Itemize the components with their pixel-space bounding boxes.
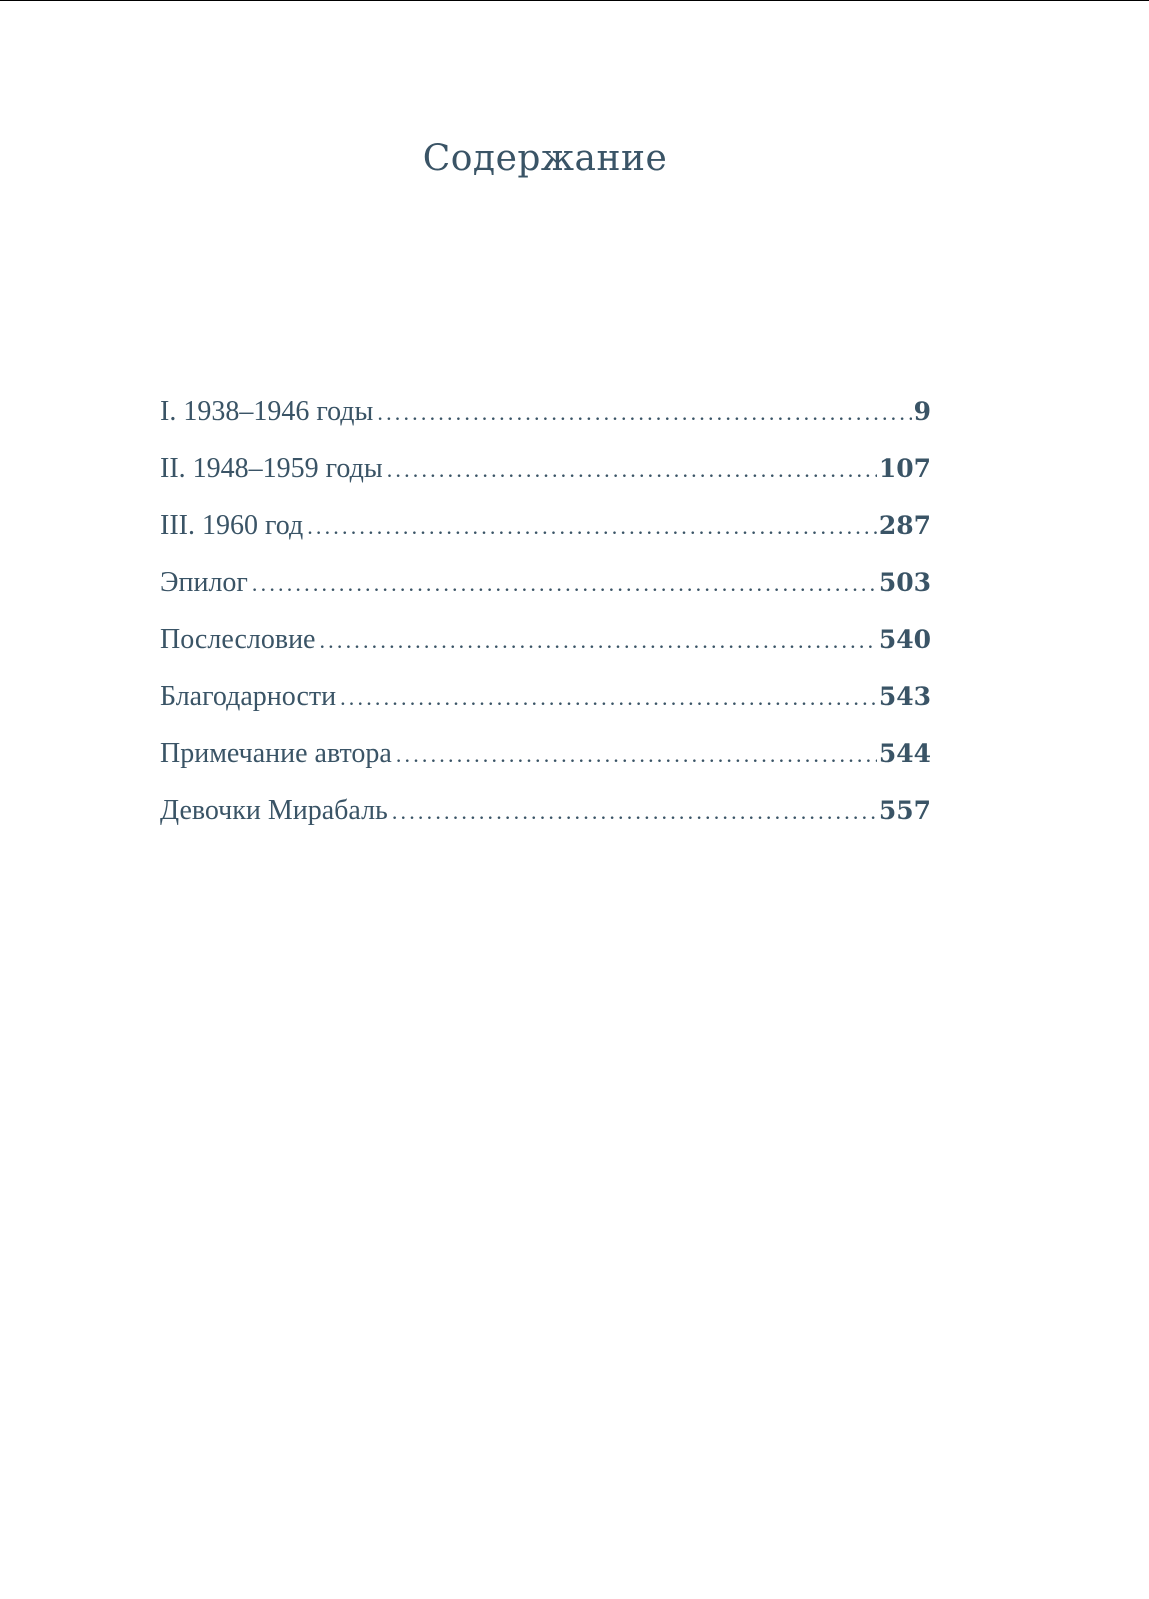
dot-leader (307, 514, 877, 540)
toc-entry-label: II. 1948–1959 годы (160, 453, 383, 484)
dot-leader (319, 628, 876, 654)
toc-entry-afterword[interactable] (160, 624, 931, 681)
toc-entry-part-3[interactable] (160, 510, 931, 567)
toc-entry-author-note[interactable] (160, 738, 931, 795)
dot-leader (392, 799, 877, 825)
dot-leader (340, 685, 877, 711)
page-title: Содержание (422, 138, 668, 179)
toc-page-number: 503 (878, 568, 931, 597)
toc-entry-acknowledgments[interactable] (160, 681, 931, 738)
toc-page-number: 540 (878, 625, 931, 654)
dot-leader (396, 742, 877, 768)
toc-entry-label: Эпилог (160, 567, 248, 598)
toc-page-number: 9 (913, 397, 931, 426)
toc-page-number: 107 (878, 454, 931, 483)
toc-page-number: 287 (878, 511, 931, 540)
toc-entry-label: Девочки Мирабаль (160, 795, 388, 826)
toc-page-number: 544 (878, 739, 931, 768)
table-of-contents (160, 396, 931, 852)
toc-entry-part-2[interactable] (160, 453, 931, 510)
toc-page-number: 543 (878, 682, 931, 711)
toc-entry-label: Послесловие (160, 624, 316, 655)
toc-entry-label: Примечание автора (160, 738, 392, 769)
dot-leader (377, 400, 911, 426)
top-border-rule (0, 0, 1149, 1)
toc-entry-mirabal-sisters[interactable] (160, 795, 931, 852)
toc-entry-label: Благодарности (160, 681, 337, 712)
dot-leader (387, 457, 877, 483)
toc-entry-part-1[interactable] (160, 396, 931, 453)
toc-page-number: 557 (878, 796, 931, 825)
toc-entry-label: I. 1938–1946 годы (160, 396, 374, 427)
dot-leader (252, 571, 877, 597)
toc-entry-label: III. 1960 год (160, 510, 304, 541)
toc-entry-epilogue[interactable] (160, 567, 931, 624)
